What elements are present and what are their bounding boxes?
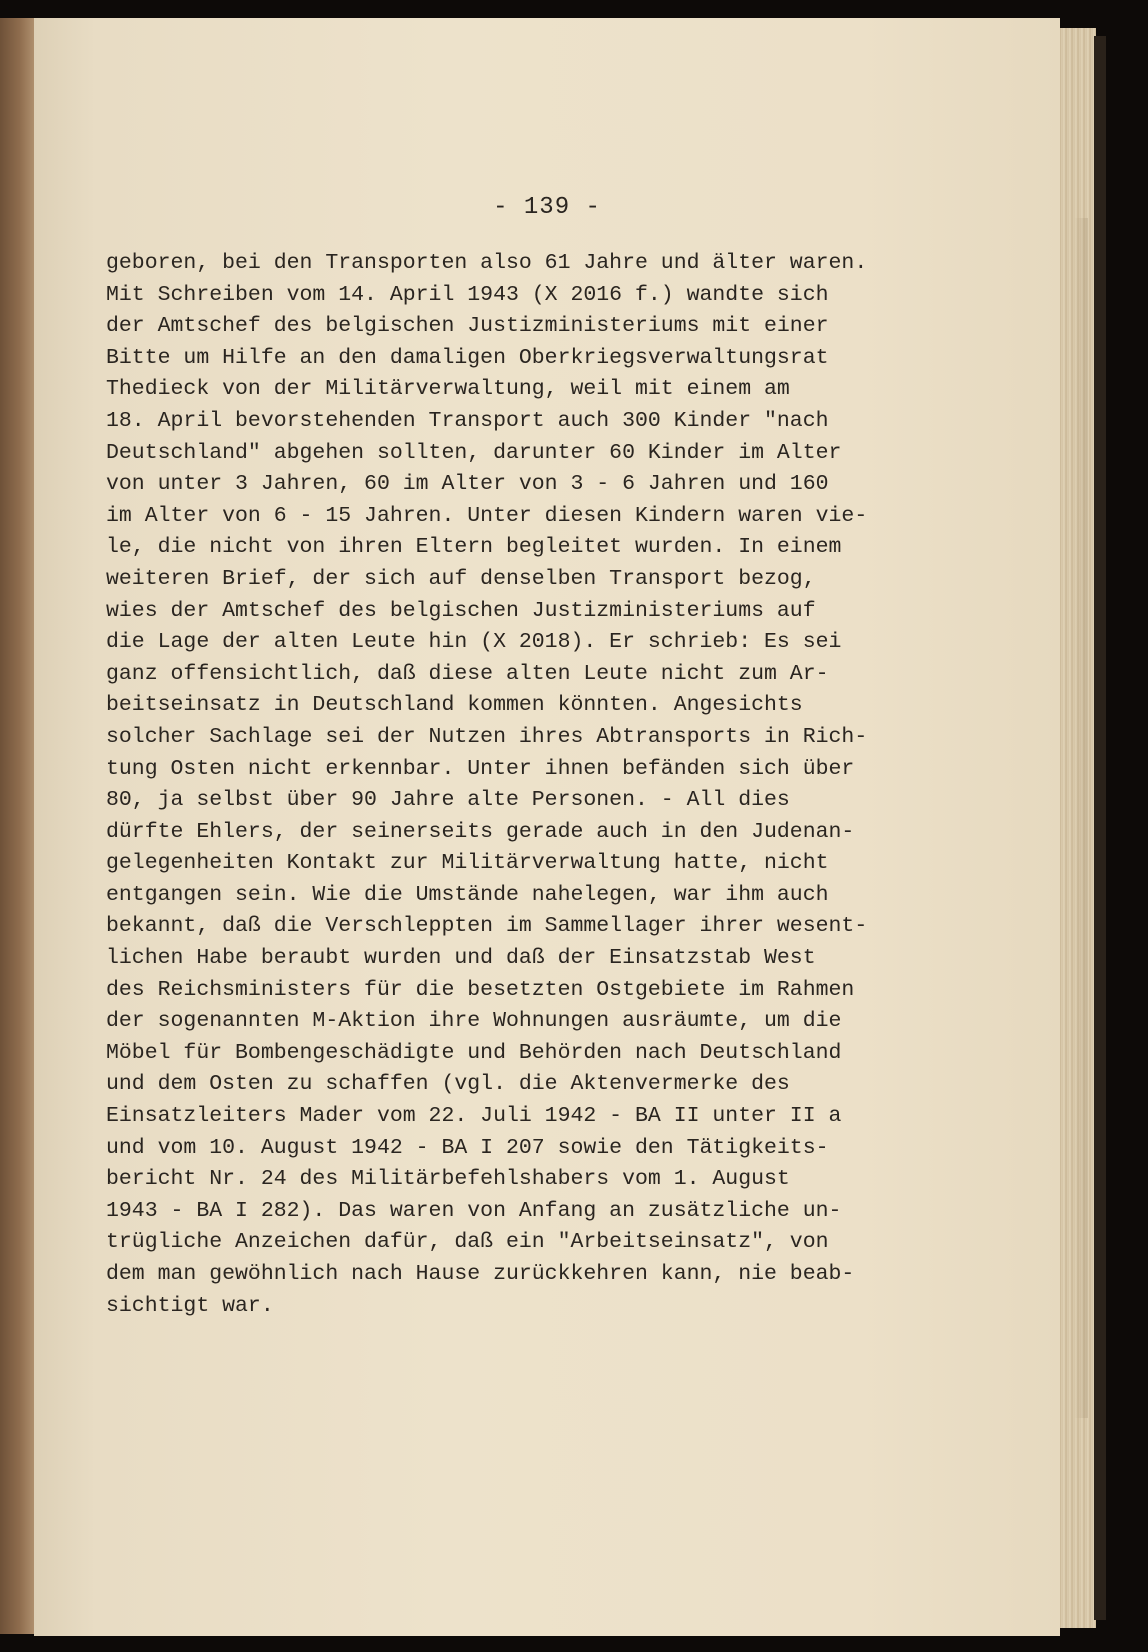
page-number: - 139 - bbox=[493, 194, 601, 221]
text-line: dürfte Ehlers, der seinerseits gerade auch in den Judenan- bbox=[106, 819, 855, 844]
text-line: bekannt, daß die Verschleppten im Sammellager ihrer wesent- bbox=[106, 914, 868, 939]
text-line: und vom 10. August 1942 - BA I 207 sowie den Tätigkeits- bbox=[106, 1135, 829, 1160]
text-line: weiteren Brief, der sich auf denselben Transport bezog, bbox=[106, 566, 816, 591]
text-line: 18. April bevorstehenden Transport auch 300 Kinder "nach bbox=[106, 408, 829, 433]
text-line: Einsatzleiters Mader vom 22. Juli 1942 - BA II unter II a bbox=[106, 1104, 842, 1129]
text-line: beitseinsatz in Deutschland kommen könnten. Angesichts bbox=[106, 693, 803, 718]
text-line: Möbel für Bombengeschädigte und Behörden nach Deutschland bbox=[106, 1040, 842, 1065]
body-text bbox=[106, 248, 936, 1322]
text-line: der Amtschef des belgischen Justizministeriums mit einer bbox=[106, 314, 829, 339]
text-line: lichen Habe beraubt wurden und daß der Einsatzstab West bbox=[106, 946, 816, 971]
text-line: entgangen sein. Wie die Umstände nahelegen, war ihm auch bbox=[106, 882, 829, 907]
text-line: trügliche Anzeichen dafür, daß ein "Arbeitseinsatz", von bbox=[106, 1230, 829, 1255]
text-line: bericht Nr. 24 des Militärbefehlshabers vom 1. August bbox=[106, 1167, 790, 1192]
show-through bbox=[1074, 218, 1088, 1418]
text-line: Deutschland" abgehen sollten, darunter 60 Kinder im Alter bbox=[106, 440, 842, 465]
text-line: gelegenheiten Kontakt zur Militärverwaltung hatte, nicht bbox=[106, 851, 829, 876]
text-line: und dem Osten zu schaffen (vgl. die Aktenvermerke des bbox=[106, 1072, 790, 1097]
text-line: tung Osten nicht erkennbar. Unter ihnen befänden sich über bbox=[106, 756, 855, 781]
book-binding bbox=[0, 18, 36, 1634]
text-line: le, die nicht von ihren Eltern begleitet wurden. In einem bbox=[106, 535, 842, 560]
text-line: 80, ja selbst über 90 Jahre alte Personen. - All dies bbox=[106, 788, 790, 813]
text-line: Thedieck von der Militärverwaltung, weil mit einem am bbox=[106, 377, 790, 402]
text-line: dem man gewöhnlich nach Hause zurückkehren kann, nie beab- bbox=[106, 1262, 855, 1286]
text-line: des Reichsministers für die besetzten Ostgebiete im Rahmen bbox=[106, 977, 855, 1002]
text-line: von unter 3 Jahren, 60 im Alter von 3 - 6 Jahren und 160 bbox=[106, 472, 829, 497]
text-line: die Lage der alten Leute hin (X 2018). Er schrieb: Es sei bbox=[106, 630, 842, 655]
text-line: der sogenannten M-Aktion ihre Wohnungen ausräumte, um die bbox=[106, 1009, 842, 1034]
text-line: geboren, bei den Transporten also 61 Jahre und älter waren. bbox=[106, 251, 868, 275]
text-line: wies der Amtschef des belgischen Justizministeriums auf bbox=[106, 598, 816, 623]
text-line: Bitte um Hilfe an den damaligen Oberkriegsverwaltungsrat bbox=[106, 345, 829, 370]
text-line: 1943 - BA I 282). Das waren von Anfang an zusätzliche un- bbox=[106, 1198, 842, 1223]
text-line: solcher Sachlage sei der Nutzen ihres Abtransports in Rich- bbox=[106, 724, 868, 749]
text-line: sichtigt war. bbox=[106, 1293, 274, 1318]
text-line: ganz offensichtlich, daß diese alten Leute nicht zum Ar- bbox=[106, 661, 829, 686]
text-line: Mit Schreiben vom 14. April 1943 (X 2016 f.) wandte sich bbox=[106, 282, 829, 307]
book-page bbox=[34, 18, 1060, 1636]
page-edge-shadow bbox=[1094, 36, 1106, 1620]
text-line: im Alter von 6 - 15 Jahren. Unter diesen Kindern waren vie- bbox=[106, 503, 868, 528]
